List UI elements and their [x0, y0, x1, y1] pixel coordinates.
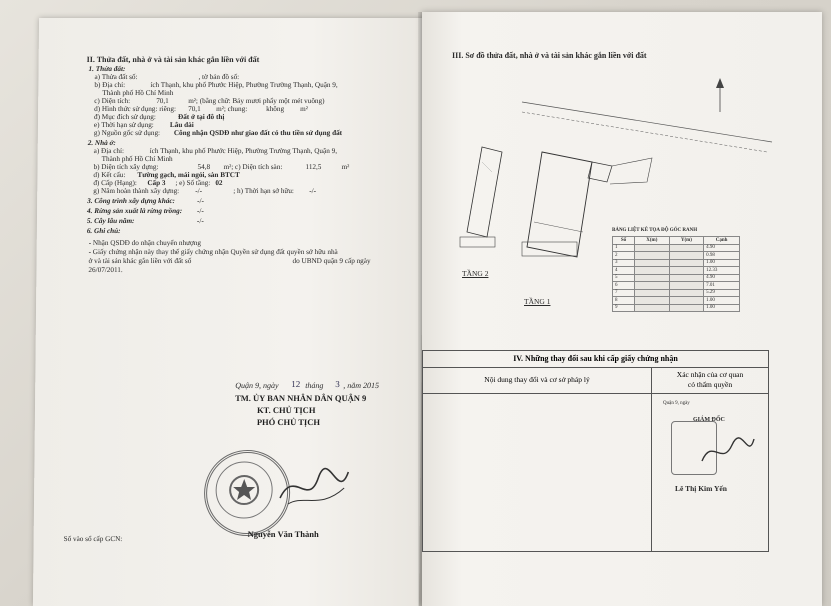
- official-org: GIÁM ĐỐC: [693, 417, 725, 423]
- coord-row: [613, 274, 740, 282]
- coord-cell: [669, 252, 704, 260]
- coord-cell: 7.01: [704, 282, 740, 290]
- sign-date-label: Quận 9, ngày: [235, 381, 279, 390]
- changes-content-column: [423, 367, 652, 551]
- floor-1-label: TẦNG 1: [524, 297, 551, 306]
- coord-cell: 0.98: [704, 252, 740, 260]
- area-text: m²; (bằng chữ: Bảy mươi phẩy một mét vuông): [188, 97, 325, 105]
- coord-row: [613, 297, 740, 305]
- coord-cell: [669, 297, 704, 305]
- house-heading: 2. Nhà ở:: [87, 139, 116, 147]
- notes-label: 6. Ghi chú:: [86, 227, 121, 235]
- address-label: b) Địa chỉ:: [94, 81, 126, 89]
- coord-header: Số: [613, 237, 635, 245]
- purpose-label: đ) Mục đích sử dụng:: [94, 113, 156, 121]
- coord-cell: [635, 297, 670, 305]
- use-form-value: 70,1: [188, 105, 201, 113]
- sign-year: , năm 2015: [343, 381, 380, 390]
- coord-cell: [635, 304, 670, 312]
- land-number-label: a) Thửa đất số:: [94, 73, 138, 81]
- other-works-value: -/-: [197, 197, 205, 205]
- signer-name: Nguyễn Văn Thành: [247, 529, 319, 539]
- built-area-label: b) Diện tích xây dựng:: [93, 163, 159, 171]
- coord-cell: [635, 252, 670, 260]
- coord-row: [613, 252, 740, 260]
- coord-table-title: BẢNG LIỆT KÊ TỌA ĐỘ GÓC RANH: [612, 228, 698, 233]
- coord-header: Cạnh: [704, 237, 740, 245]
- structure-value: Tường gạch, mái ngói, sàn BTCT: [137, 171, 240, 179]
- coord-cell: [669, 267, 704, 275]
- completion-value: -/-: [195, 187, 203, 195]
- sign-month-label: tháng: [305, 381, 324, 390]
- coord-row: [613, 267, 740, 275]
- built-area-value: 54,8: [197, 163, 211, 171]
- floor-2-label: TẦNG 2: [462, 269, 489, 278]
- use-form-shared: không: [266, 105, 285, 113]
- area-label: c) Diện tích:: [94, 97, 131, 105]
- coord-row: [613, 289, 740, 297]
- section-ii-title: II. Thửa đất, nhà ở và tài sản khác gắn liền với đất: [86, 55, 260, 64]
- left-page: [33, 18, 425, 606]
- official-name: Lê Thị Kim Yến: [675, 484, 727, 493]
- coord-row: [613, 259, 740, 267]
- ownership-term-label: ; h) Thời hạn sở hữu:: [233, 187, 294, 195]
- coord-row: [613, 282, 740, 290]
- forest-label: 4. Rừng sản xuất là rừng trồng:: [87, 207, 183, 215]
- map-sheet-label: , tờ bản đồ số:: [198, 73, 240, 81]
- perennial-value: -/-: [196, 217, 204, 225]
- coord-header: X(m): [635, 237, 670, 245]
- coord-cell: 8: [613, 297, 635, 305]
- house-address-label: a) Địa chỉ:: [93, 147, 125, 155]
- grade-label: đ) Cấp (Hạng):: [93, 179, 137, 187]
- coord-cell: 5: [613, 274, 635, 282]
- coord-cell: [635, 282, 670, 290]
- ownership-term-value: -/-: [309, 187, 317, 195]
- official-date: Quận 9, ngày: [663, 401, 690, 406]
- coord-cell: 5.29: [704, 289, 740, 297]
- changes-col-content: Nội dung thay đổi và cơ sở pháp lý: [484, 375, 590, 384]
- changes-header-row: [423, 367, 768, 394]
- purpose-value: Đất ở tại đô thị: [178, 113, 225, 121]
- note-3b: do UBND quận 9 cấp ngày: [292, 257, 371, 265]
- coord-cell: 4.90: [704, 274, 740, 282]
- floor-area-value: 112,5: [305, 163, 322, 171]
- coord-cell: [669, 259, 704, 267]
- use-form-unit: m²: [300, 105, 308, 113]
- org-line-3: PHÓ CHỦ TỊCH: [256, 417, 321, 427]
- coord-cell: 1: [613, 244, 635, 252]
- coord-cell: [635, 274, 670, 282]
- org-line-1: TM. ỦY BAN NHÂN DÂN QUẬN 9: [235, 393, 367, 403]
- note-1: - Nhận QSDĐ do nhận chuyển nhượng: [88, 239, 202, 247]
- right-page: [422, 12, 822, 606]
- changes-title: IV. Những thay đổi sau khi cấp giấy chứng nhận: [423, 351, 768, 368]
- seal-star-icon: [207, 453, 282, 527]
- coord-cell: [669, 244, 704, 252]
- coord-cell: [635, 244, 670, 252]
- structure-label: d) Kết cấu:: [93, 171, 126, 179]
- changes-col-confirm-1: Xác nhận của cơ quan: [676, 370, 744, 379]
- coord-cell: 1.00: [704, 304, 740, 312]
- changes-box: [422, 350, 769, 552]
- forest-value: -/-: [197, 207, 204, 215]
- use-form-text: m²; chung:: [216, 105, 248, 113]
- note-3: ở và tài sản khác gắn liền với đất số: [88, 257, 192, 265]
- coord-cell: [669, 282, 704, 290]
- signature-icon: [274, 458, 355, 518]
- floors-label: ; e) Số tầng:: [175, 179, 211, 187]
- coord-cell: [669, 274, 704, 282]
- coord-cell: 6: [613, 282, 635, 290]
- floor-area-unit: m²: [341, 163, 350, 171]
- house-address-value: ích Thạnh, khu phố Phước Hiệp, Phường Trường Thạnh, Quận 9,: [149, 147, 338, 155]
- coord-row: [613, 244, 740, 252]
- origin-label: g) Nguồn gốc sử dụng:: [93, 129, 161, 137]
- note-2: - Giấy chứng nhận này thay thế giấy chứng nhận Quyền sử dụng đất quyền sở hữu nhà: [88, 248, 338, 256]
- term-value: Lâu dài: [169, 121, 194, 129]
- coord-cell: [635, 289, 670, 297]
- coord-cell: 3: [613, 259, 635, 267]
- perennial-label: 5. Cây lâu năm:: [86, 217, 135, 225]
- coord-header-row: [613, 237, 740, 245]
- origin-value: Công nhận QSDĐ như giao đất có thu tiền sử dụng đất: [173, 129, 343, 137]
- note-4: 26/07/2011.: [88, 266, 123, 274]
- register-number-label: Số vào sổ cấp GCN:: [63, 535, 123, 543]
- org-line-2: KT. CHỦ TỊCH: [256, 405, 316, 415]
- coord-cell: 12.33: [704, 267, 740, 275]
- use-form-label: d) Hình thức sử dụng: riêng:: [94, 105, 177, 113]
- coord-cell: 7: [613, 289, 635, 297]
- coord-cell: 1.00: [704, 297, 740, 305]
- coord-cell: 9: [613, 304, 635, 312]
- coord-cell: [669, 289, 704, 297]
- area-value: 70,1: [156, 97, 169, 105]
- land-heading: 1. Thửa đất:: [88, 65, 126, 73]
- coord-cell: 4: [613, 267, 635, 275]
- changes-col-confirm-2: có thẩm quyền: [687, 380, 733, 389]
- term-label: e) Thời hạn sử dụng:: [93, 121, 154, 129]
- coord-header: Y(m): [669, 237, 704, 245]
- address-value: ích Thạnh, khu phố Phước Hiệp, Phường Trường Thạnh, Quận 9,: [150, 81, 338, 89]
- floors-value: 02: [215, 179, 223, 187]
- coord-cell: 1.00: [704, 259, 740, 267]
- coord-cell: [669, 304, 704, 312]
- address-value-2: Thành phố Hồ Chí Minh: [102, 89, 174, 97]
- other-works-label: 3. Công trình xây dựng khác:: [87, 197, 175, 205]
- coord-row: [613, 304, 740, 312]
- coord-cell: 2: [613, 252, 635, 260]
- coord-table: [612, 236, 740, 312]
- coord-cell: [635, 267, 670, 275]
- section-iii-title: III. Sơ đồ thửa đất, nhà ở và tài sản khác gắn liền với đất: [452, 51, 647, 60]
- floor-area-label: m²; c) Diện tích sàn:: [223, 163, 283, 171]
- sign-day: 12: [291, 379, 301, 389]
- coord-cell: 4.90: [704, 244, 740, 252]
- signature-icon: [698, 431, 758, 471]
- house-address-value-2: Thành phố Hồ Chí Minh: [101, 155, 173, 163]
- sign-month: 3: [335, 379, 340, 389]
- completion-label: g) Năm hoàn thành xây dựng:: [93, 187, 180, 195]
- coord-cell: [635, 259, 670, 267]
- grade-value: Cấp 3: [147, 179, 166, 187]
